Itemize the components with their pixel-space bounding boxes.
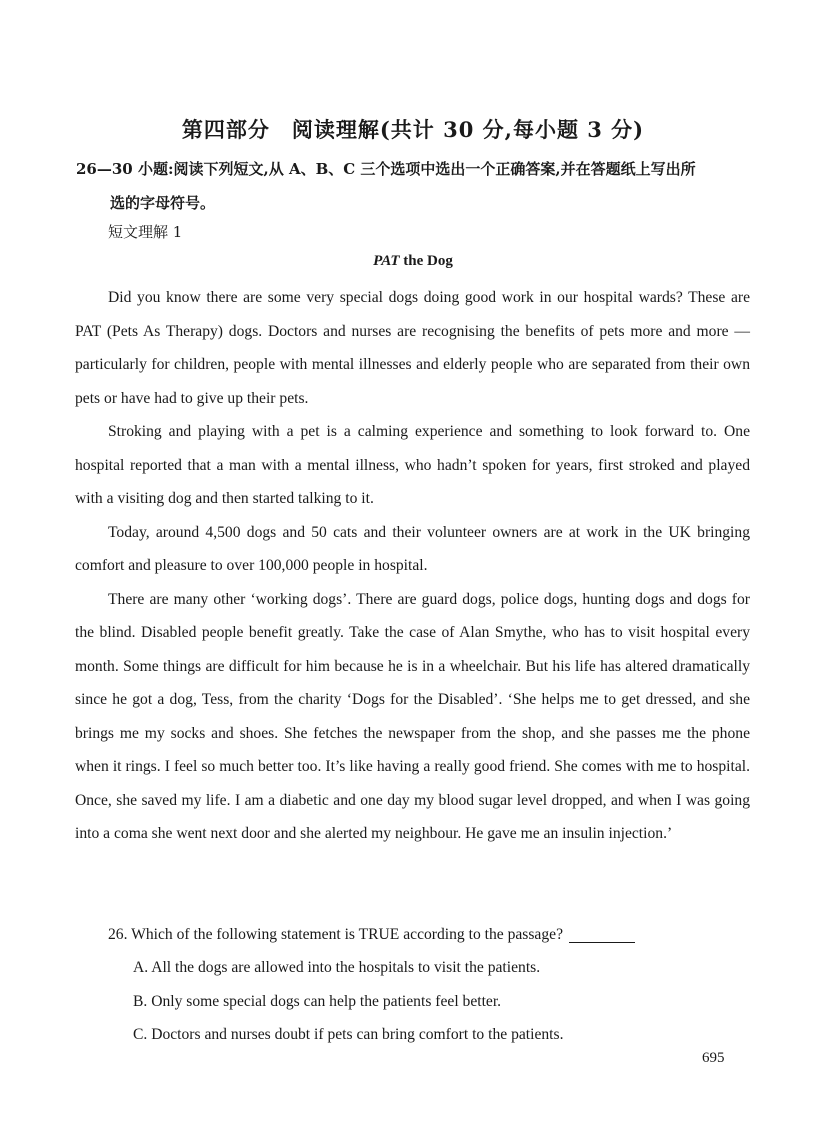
passage-title bbox=[0, 253, 826, 270]
instructions bbox=[76, 152, 756, 220]
option-b: B. Only some special dogs can help the patients feel better. bbox=[133, 992, 502, 1010]
instructions-line-1: 26—30 小题:阅读下列短文,从 A、B、C 三个选项中选出一个正确答案,并在答题纸上写出所 bbox=[76, 160, 696, 178]
answer-options bbox=[133, 951, 753, 1052]
page-number: 695 bbox=[702, 1050, 725, 1066]
question-26 bbox=[108, 918, 748, 952]
question-text: 26. Which of the following statement is TRUE according to the passage? bbox=[108, 926, 563, 943]
paragraph-1: Did you know there are some very special dogs doing good work in our hospital wards? These are PAT (Pets As Therapy) dogs. Doctors and nurses are recognising the benefits of pets more and more — particularly for children, people with mental illnesses and elderly people who are separated from their own pets or have had to give up their pets. bbox=[75, 289, 750, 407]
section-title: 第四部分 阅读理解(共计 30 分,每小题 3 分) bbox=[181, 117, 645, 142]
option-a: A. All the dogs are allowed into the hospitals to visit the patients. bbox=[133, 959, 541, 976]
paragraph-2: Stroking and playing with a pet is a calming experience and something to look forward to. One hospital reported that a man with a mental illness, who hadn’t spoken for years, first stroked and played with a visiting dog and then started talking to it. bbox=[75, 423, 750, 507]
paragraph-4: There are many other ‘working dogs’. There are guard dogs, police dogs, hunting dogs and dogs for the blind. Disabled people benefit greatly. Take the case of Alan Smythe, who has to visit hospital every month. Some things are difficult for him because he is in a wheelchair. But his life has altered dramatically since he got a dog, Tess, from the charity ‘Dogs for the Disabled’. ‘She helps me to get dressed, and she brings me my socks and shoes. She fetches the newspaper from the shop, and she passes me the phone when it rings. I feel so much better too. It’s like having a really good friend. She comes with me to hospital. Once, she saved my life. I am a diabetic and one day my blood sugar level dropped, and when I was going into a coma she went next door and she alerted my neighbour. He gave me an insulin injection.’ bbox=[75, 590, 750, 842]
passage-body bbox=[75, 281, 750, 851]
passage-subheading: 短文理解 1 bbox=[108, 223, 183, 241]
passage-title-rest: the Dog bbox=[399, 253, 453, 269]
instructions-line-2: 选的字母符号。 bbox=[110, 194, 216, 212]
answer-blank bbox=[569, 924, 635, 943]
option-c: C. Doctors and nurses doubt if pets can bring comfort to the patients. bbox=[133, 1026, 564, 1043]
paragraph-3: Today, around 4,500 dogs and 50 cats and their volunteer owners are at work in the UK bringing comfort and pleasure to over 100,000 people in hospital. bbox=[75, 523, 750, 574]
passage-title-italic: PAT bbox=[373, 253, 400, 269]
